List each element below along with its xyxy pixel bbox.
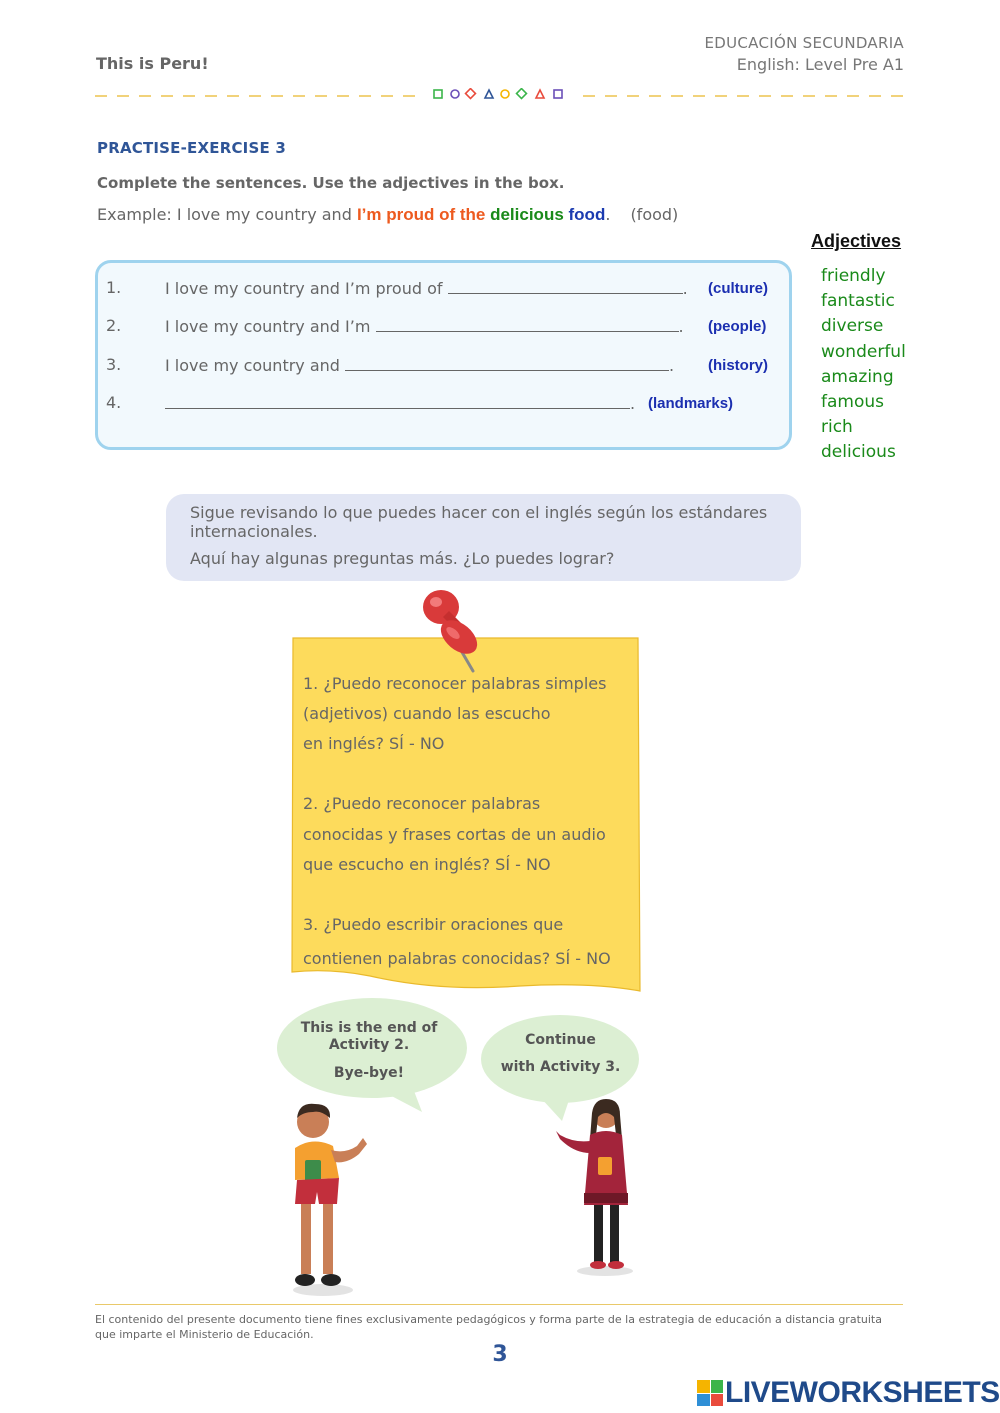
example-blue-part: food [568,205,606,224]
girl-illustration [550,1095,650,1280]
example-green-part: delicious [490,205,569,224]
question-line: 3. ¿Puedo escribir oraciones que [303,915,564,934]
sentence-prompt: I love my country and I’m proud of [165,279,448,298]
level-line-2: English: Level Pre A1 [736,55,904,74]
sentence-hint: (culture) [708,280,768,297]
question-line: 2. ¿Puedo reconocer palabras [303,794,541,813]
bubble-right-text [488,1031,633,1076]
adjective-item: rich [821,417,853,438]
divider-dashes-right [583,95,905,97]
sentence-hint: (people) [708,318,767,335]
adjective-item: amazing [821,366,894,387]
bubble-left-line-2: Activity 2. [328,1037,410,1053]
sentence-prompt: I love my country and [165,356,346,375]
sentence-number: 3. [106,355,122,374]
adjective-item: friendly [821,266,886,286]
answer-blank[interactable] [165,393,630,409]
exercise-title: PRACTISE-EXERCISE 3 [97,139,286,157]
sentence-row [98,316,789,340]
boy-illustration [275,1100,385,1300]
sentence-end: . [678,317,684,336]
level-line-1: EDUCACIÓN SECUNDARIA [704,34,904,52]
sentence-text [165,355,674,375]
example-hint: (food) [630,205,679,224]
sentence-end: . [669,356,675,375]
liveworksheets-wordmark: LIVEWORKSHEETS [725,1376,1000,1409]
bubble-left-text [294,1020,444,1082]
exercise-instruction: Complete the sentences. Use the adjectives in the box. [97,174,565,192]
example-prefix: Example: I love my country and [97,205,357,224]
question-line: contienen palabras conocidas? SÍ - NO [303,949,611,968]
liveworksheets-logo[interactable] [697,1377,1000,1409]
question-line: (adjetivos) cuando las escucho [303,704,551,723]
sentence-hint: (landmarks) [648,395,734,412]
divider-dashes-left [95,95,420,97]
sentence-row [98,393,789,417]
example-orange-part: I’m proud of the [356,205,491,224]
pushpin-icon [415,585,490,680]
adjective-item: diverse [821,316,884,337]
sentence-prompt: I love my country and I’m [165,317,376,336]
adjectives-title: Adjectives [811,231,902,251]
bubble-right-line-1: Continue [525,1032,596,1048]
adjectives-list [821,264,906,466]
sentence-text [165,316,684,336]
sentence-row [98,278,789,302]
liveworksheets-icon [697,1380,723,1406]
sentence-number: 2. [106,316,122,335]
bubble-right-line-2: with Activity 3. [500,1059,621,1075]
answer-blank[interactable] [345,355,669,371]
bubble-left-line-1: This is the end of [300,1020,438,1036]
sentences-box [95,260,792,450]
sentence-text [165,393,635,413]
example-period: . [605,205,611,224]
sentence-row [98,355,789,379]
sentence-number: 4. [106,393,122,412]
answer-blank[interactable] [376,316,679,332]
bubble-left-line-3: Bye-bye! [333,1065,405,1081]
answer-blank[interactable] [448,278,683,294]
question-line: que escucho en inglés? SÍ - NO [303,855,551,874]
sentence-hint: (history) [708,357,768,374]
header-divider [95,95,905,97]
sentence-text [165,278,688,298]
level-heading [705,34,905,74]
document-title: This is Peru! [96,54,209,73]
footer-disclaimer: El contenido del presente documento tiene fines exclusivamente pedagógicos y forma parte de la estrategia de educación a distancia gratuita que imparte el Ministerio de Educación. [95,1313,882,1341]
info-line-2: Aquí hay algunas preguntas más. ¿Lo puedes lograr? [190,549,615,568]
adjective-item: famous [821,391,884,412]
adjective-item: delicious [821,442,896,463]
adjective-item: fantastic [821,291,895,312]
question-line: 1. ¿Puedo reconocer palabras simples [303,674,607,693]
adjective-item: wonderful [821,341,906,362]
info-box [166,494,801,581]
sentence-end: . [682,279,688,298]
example-sentence [97,205,678,225]
sticky-note [290,636,642,998]
sentence-number: 1. [106,278,122,297]
info-line-1: Sigue revisando lo que puedes hacer con el inglés según los estándares internacionales. [190,503,768,541]
speech-bubble-left [272,996,472,1114]
sentence-end: . [630,394,636,413]
question-line: en inglés? SÍ - NO [303,734,445,753]
question-line: conocidas y frases cortas de un audio [303,825,606,844]
footer-divider [95,1304,903,1305]
decorative-shapes-icon [433,88,568,102]
page-number: 3 [492,1342,508,1367]
